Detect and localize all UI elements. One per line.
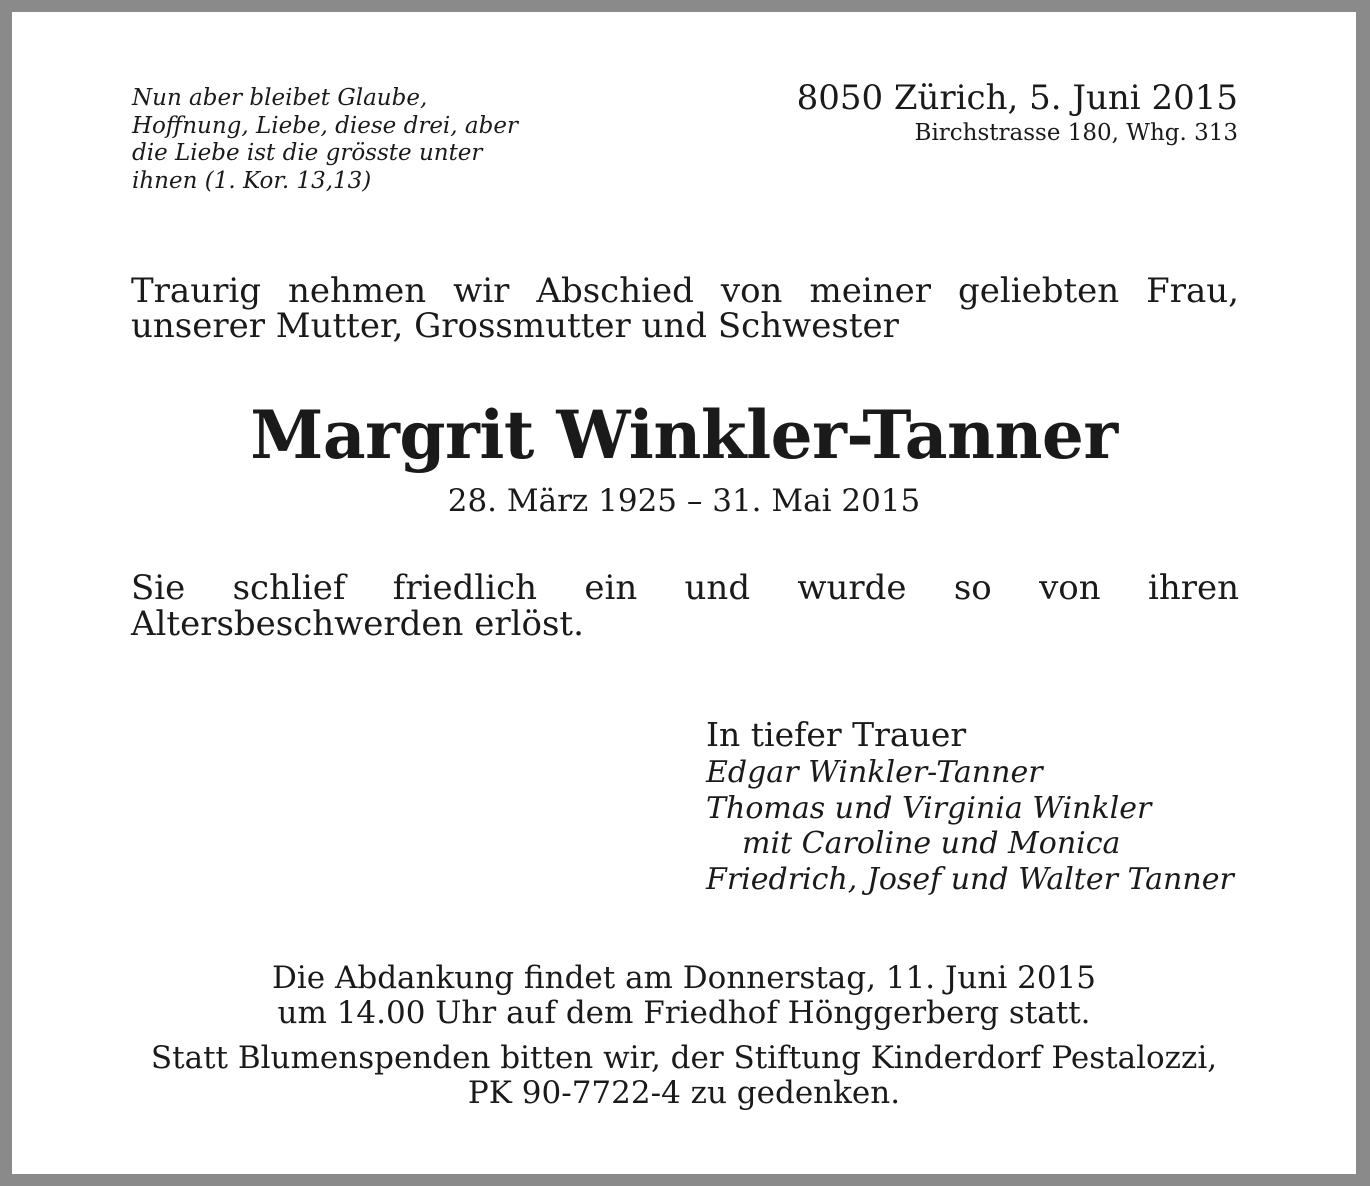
- ceremony-info: [12, 961, 1356, 1031]
- verse-line: ihnen (1. Kor. 13,13): [132, 167, 372, 194]
- mourning-heading: In tiefer Trauer: [706, 715, 967, 754]
- mourner-name: Friedrich, Josef und Walter Tanner: [706, 861, 1234, 897]
- obituary-page: [12, 12, 1356, 1174]
- donation-line: PK 90-7722-4 zu gedenken.: [467, 1075, 901, 1111]
- donation-line: Statt Blumenspenden bitten wir, der Stiftung Kinderdorf Pestalozzi,: [150, 1040, 1218, 1076]
- mourners-block: [706, 715, 1266, 897]
- place-date: 8050 Zürich, 5. Juni 2015: [796, 78, 1238, 118]
- mourner-names: [706, 755, 1266, 897]
- bible-verse: [132, 85, 552, 195]
- ceremony-line: Die Abdankung findet am Donnerstag, 11. Juni 2015: [272, 960, 1096, 996]
- donation-info: [12, 1041, 1356, 1111]
- intro-text: Traurig nehmen wir Abschied von meiner geliebten Frau, unserer Mutter, Grossmutter und Schwester: [131, 271, 1239, 346]
- life-dates: 28. März 1925 – 31. Mai 2015: [447, 483, 921, 519]
- passing-text: Sie schlief friedlich ein und wurde so von ihren Altersbeschwerden erlöst.: [131, 568, 1239, 644]
- mourner-name: Edgar Winkler-Tanner: [706, 755, 1043, 790]
- verse-line: Nun aber bleibet Glaube,: [132, 85, 428, 111]
- place-and-date-block: [797, 78, 1238, 148]
- mourner-name: Thomas und Virginia Winkler: [706, 790, 1152, 826]
- ceremony-line: um 14.00 Uhr auf dem Friedhof Hönggerberg statt.: [277, 995, 1091, 1031]
- mourner-name: mit Caroline und Monica: [742, 826, 1121, 861]
- address: Birchstrasse 180, Whg. 313: [914, 120, 1238, 146]
- verse-line: die Liebe ist die grösste unter: [132, 140, 483, 166]
- verse-line: Hoffnung, Liebe, diese drei, aber: [132, 112, 518, 139]
- deceased-name: Margrit Winkler-Tanner: [250, 396, 1118, 474]
